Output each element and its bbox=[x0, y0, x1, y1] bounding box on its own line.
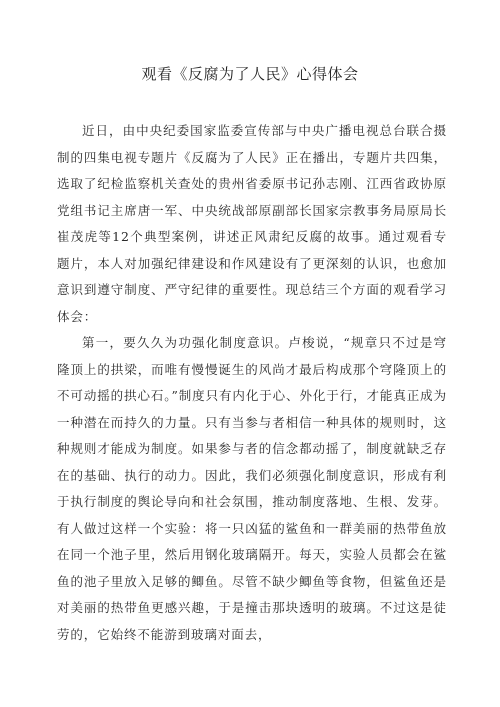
paragraph-intro: 近日，由中央纪委国家监委宣传部与中央广播电视总台联合摄制的四集电视专题片《反腐为了人民》正在播出，专题片共四集，选取了纪检监察机关查处的贵州省委原书记孙志刚、江西省政协原党组书记主席唐一军、中央统战部原副部长国家宗教事务局原局长崔茂虎等12个典型案例，讲述正风肃纪反腐的故事。通过观看专题片，本人对加强纪律建设和作风建设有了更深刻的认识，也愈加意识到遵守制度、严守纪律的重要性。现总结三个方面的观看学习体会： bbox=[57, 123, 447, 324]
document-title: 观看《反腐为了人民》心得体会 bbox=[141, 65, 359, 83]
document-body bbox=[57, 118, 447, 648]
paragraph-first-point: 第一，要久久为功强化制度意识。卢梭说，“规章只不过是穹隆顶上的拱梁，而唯有慢慢诞生的风尚才最后构成那个穹隆顶上的不可动摇的拱心石。”制度只有内化于心、外化于行，才能真正成为一种潜在而持久的力量。只有当参与者相信一种具体的规则时，这种规则才能成为制度。如果参与者的信念都动摇了，制度就缺乏存在的基础、执行的动力。因此，我们必须强化制度意识，形成有利于执行制度的舆论导向和社会氛围，推动制度落地、生根、发芽。有人做过这样一个实验：将一只凶猛的鲨鱼和一群美丽的热带鱼放在同一个池子里，然后用钢化玻璃隔开。每天，实验人员都会在鲨鱼的池子里放入足够的鲫鱼。尽管不缺少鲫鱼等食物，但鲨鱼还是对美丽的热带鱼更感兴趣，于是撞击那块透明的玻璃。不过这是徒劳的，它始终不能游到玻璃对面去， bbox=[57, 335, 447, 642]
